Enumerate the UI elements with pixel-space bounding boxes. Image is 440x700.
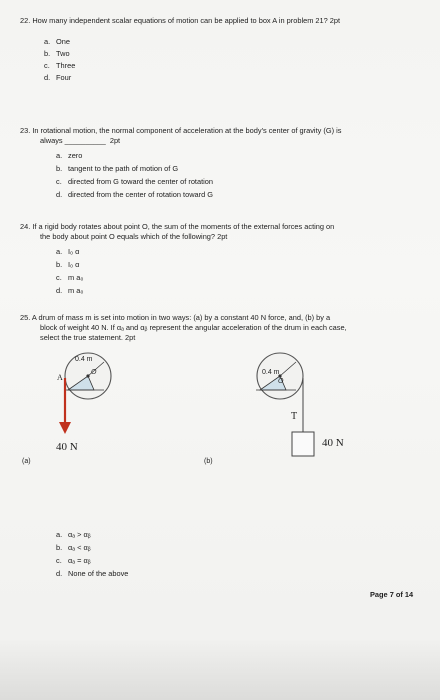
- fig-a-radius-label: 0.4 m: [75, 356, 93, 363]
- question-23: [20, 126, 430, 146]
- question-24-stem-line1: 24. If a rigid body rotates about point O, the sum of the moments of the external forces acting on: [20, 222, 335, 231]
- q23-option-d[interactable]: d. directed from the center of rotation toward G: [56, 190, 214, 199]
- q22-option-a[interactable]: a. One: [44, 37, 70, 46]
- fig-a-center-label: O: [91, 369, 97, 376]
- question-24-stem-line2: the body about point O equals which of the following? 2pt: [40, 232, 228, 241]
- fig-b-radius-label: 0.4 m: [262, 369, 280, 376]
- answer-blank[interactable]: __________: [64, 136, 106, 145]
- q24-option-b[interactable]: b. I₀ α: [56, 260, 80, 269]
- q22-option-d[interactable]: d. Four: [44, 73, 72, 82]
- fig-a-point-label: A: [57, 373, 63, 382]
- q25-option-a[interactable]: a. αₐ > αᵦ: [56, 530, 91, 539]
- q22-option-b[interactable]: b. Two: [44, 49, 70, 58]
- question-25-stem-line1: 25. A drum of mass m is set into motion in two ways: (a) by a constant 40 N force, and, (b) by a: [20, 313, 331, 322]
- page-number: Page 7 of 14: [370, 590, 414, 599]
- q23-option-b[interactable]: b. tangent to the path of motion of G: [56, 164, 179, 173]
- question-22-stem: 22. How many independent scalar equations of motion can be applied to box A in problem 21? 2pt: [20, 16, 341, 25]
- q23-option-a[interactable]: a. zero: [56, 151, 83, 160]
- fig-a-force-label: 40 N: [56, 441, 78, 453]
- q22-option-c[interactable]: c. Three: [44, 61, 76, 70]
- force-arrow-down-icon: [59, 422, 71, 434]
- q25-option-d[interactable]: d. None of the above: [56, 569, 129, 578]
- q25-option-b[interactable]: b. αₐ < αᵦ: [56, 543, 91, 552]
- figure-b-drum-with-block: [240, 352, 360, 472]
- q24-option-c[interactable]: c. m a₀: [56, 273, 84, 282]
- q24-option-d[interactable]: d. m a₀: [56, 286, 84, 295]
- q24-option-a[interactable]: a. I₀ α: [56, 247, 80, 256]
- figure-a-drum-with-force: [20, 352, 200, 482]
- fig-b-tension-label: T: [291, 411, 298, 422]
- question-24: [20, 222, 430, 242]
- q25-option-c[interactable]: c. αₐ = αᵦ: [56, 556, 91, 565]
- question-23-stem-line2: always __________ 2pt: [40, 136, 121, 145]
- question-23-stem-line1: 23. In rotational motion, the normal component of acceleration at the body's center of gravity (G) is: [20, 126, 342, 135]
- fig-b-center-label: O: [278, 378, 284, 385]
- q23-option-c[interactable]: c. directed from G toward the center of rotation: [56, 177, 214, 186]
- hanging-block: [292, 432, 314, 456]
- question-25: [20, 313, 430, 343]
- question-25-stem-line2: block of weight 40 N. If αₐ and αᵦ represent the angular acceleration of the drum in each case,: [40, 323, 347, 332]
- fig-b-block-weight-label: 40 N: [322, 437, 344, 449]
- page-bottom-shadow: [0, 640, 440, 700]
- question-22: [20, 16, 430, 26]
- question-25-stem-line3: select the true statement. 2pt: [40, 333, 136, 342]
- fig-b-caption: (b): [204, 458, 213, 465]
- fig-a-caption: (a): [22, 458, 31, 465]
